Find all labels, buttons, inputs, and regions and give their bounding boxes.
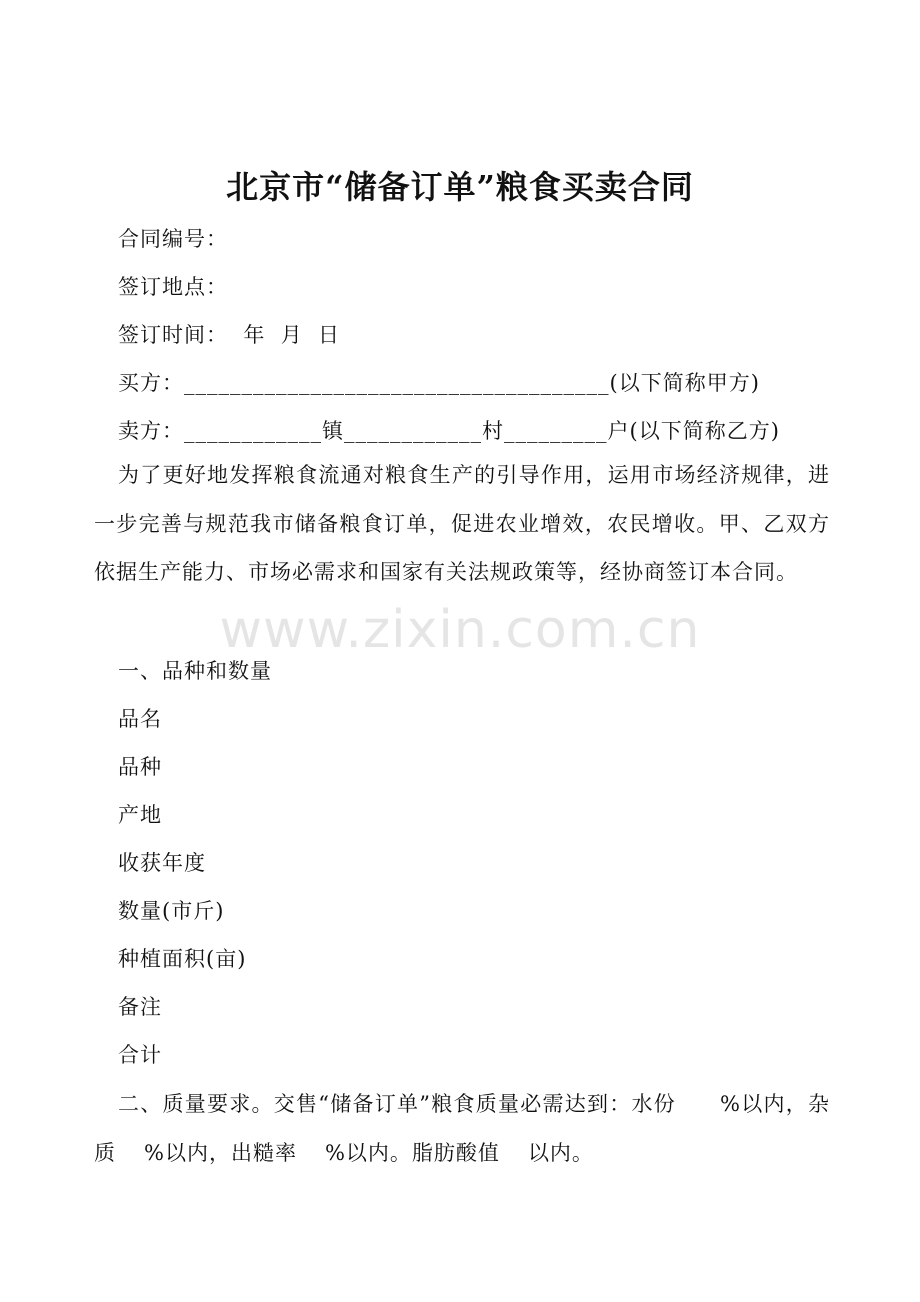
intro-paragraph: 为了更好地发挥粮食流通对粮食生产的引导作用，运用市场经济规律，进一步完善与规范我市储备粮食订单，促进农业增效，农民增收。甲、乙双方依据生产能力、市场必需求和国家有关法规政策等，经协商签订本合同。 [94, 463, 830, 584]
item-harvest-year: 收获年度 [118, 851, 206, 875]
quality-text-5: 以内。 [527, 1140, 594, 1165]
contract-number-field: 合同编号： [118, 227, 228, 251]
quality-text-3: %以内，出糙率 [144, 1140, 297, 1165]
quality-text-1: 二、质量要求。交售“储备订单”粮食质量必需达到：水份 [118, 1092, 677, 1116]
item-variety: 品种 [118, 755, 162, 779]
contract-title: 北京市“储备订单”粮食买卖合同 [226, 168, 694, 206]
section-1-heading: 一、品种和数量 [118, 659, 272, 683]
seller-field: 卖方：____________镇____________村_________户(以下简称乙方) [118, 419, 780, 443]
item-origin: 产地 [118, 803, 162, 827]
item-planting-area: 种植面积(亩) [118, 947, 247, 971]
item-quantity: 数量(市斤) [118, 899, 225, 923]
signing-time-field: 签订时间： 年 月 日 [118, 323, 341, 347]
buyer-field: 买方：_____________________________________(以下简称甲方) [118, 371, 760, 395]
watermark: www.zixin.com.cn [219, 600, 701, 660]
item-total: 合计 [118, 1043, 162, 1067]
section-2-paragraph [94, 1080, 830, 1177]
signing-place-field: 签订地点： [118, 275, 228, 299]
item-product-name: 品名 [118, 707, 162, 731]
quality-text-4: %以内。脂肪酸值 [324, 1140, 500, 1165]
item-remarks: 备注 [118, 995, 162, 1019]
quality-text-2: %以内，杂质 [94, 1092, 830, 1165]
